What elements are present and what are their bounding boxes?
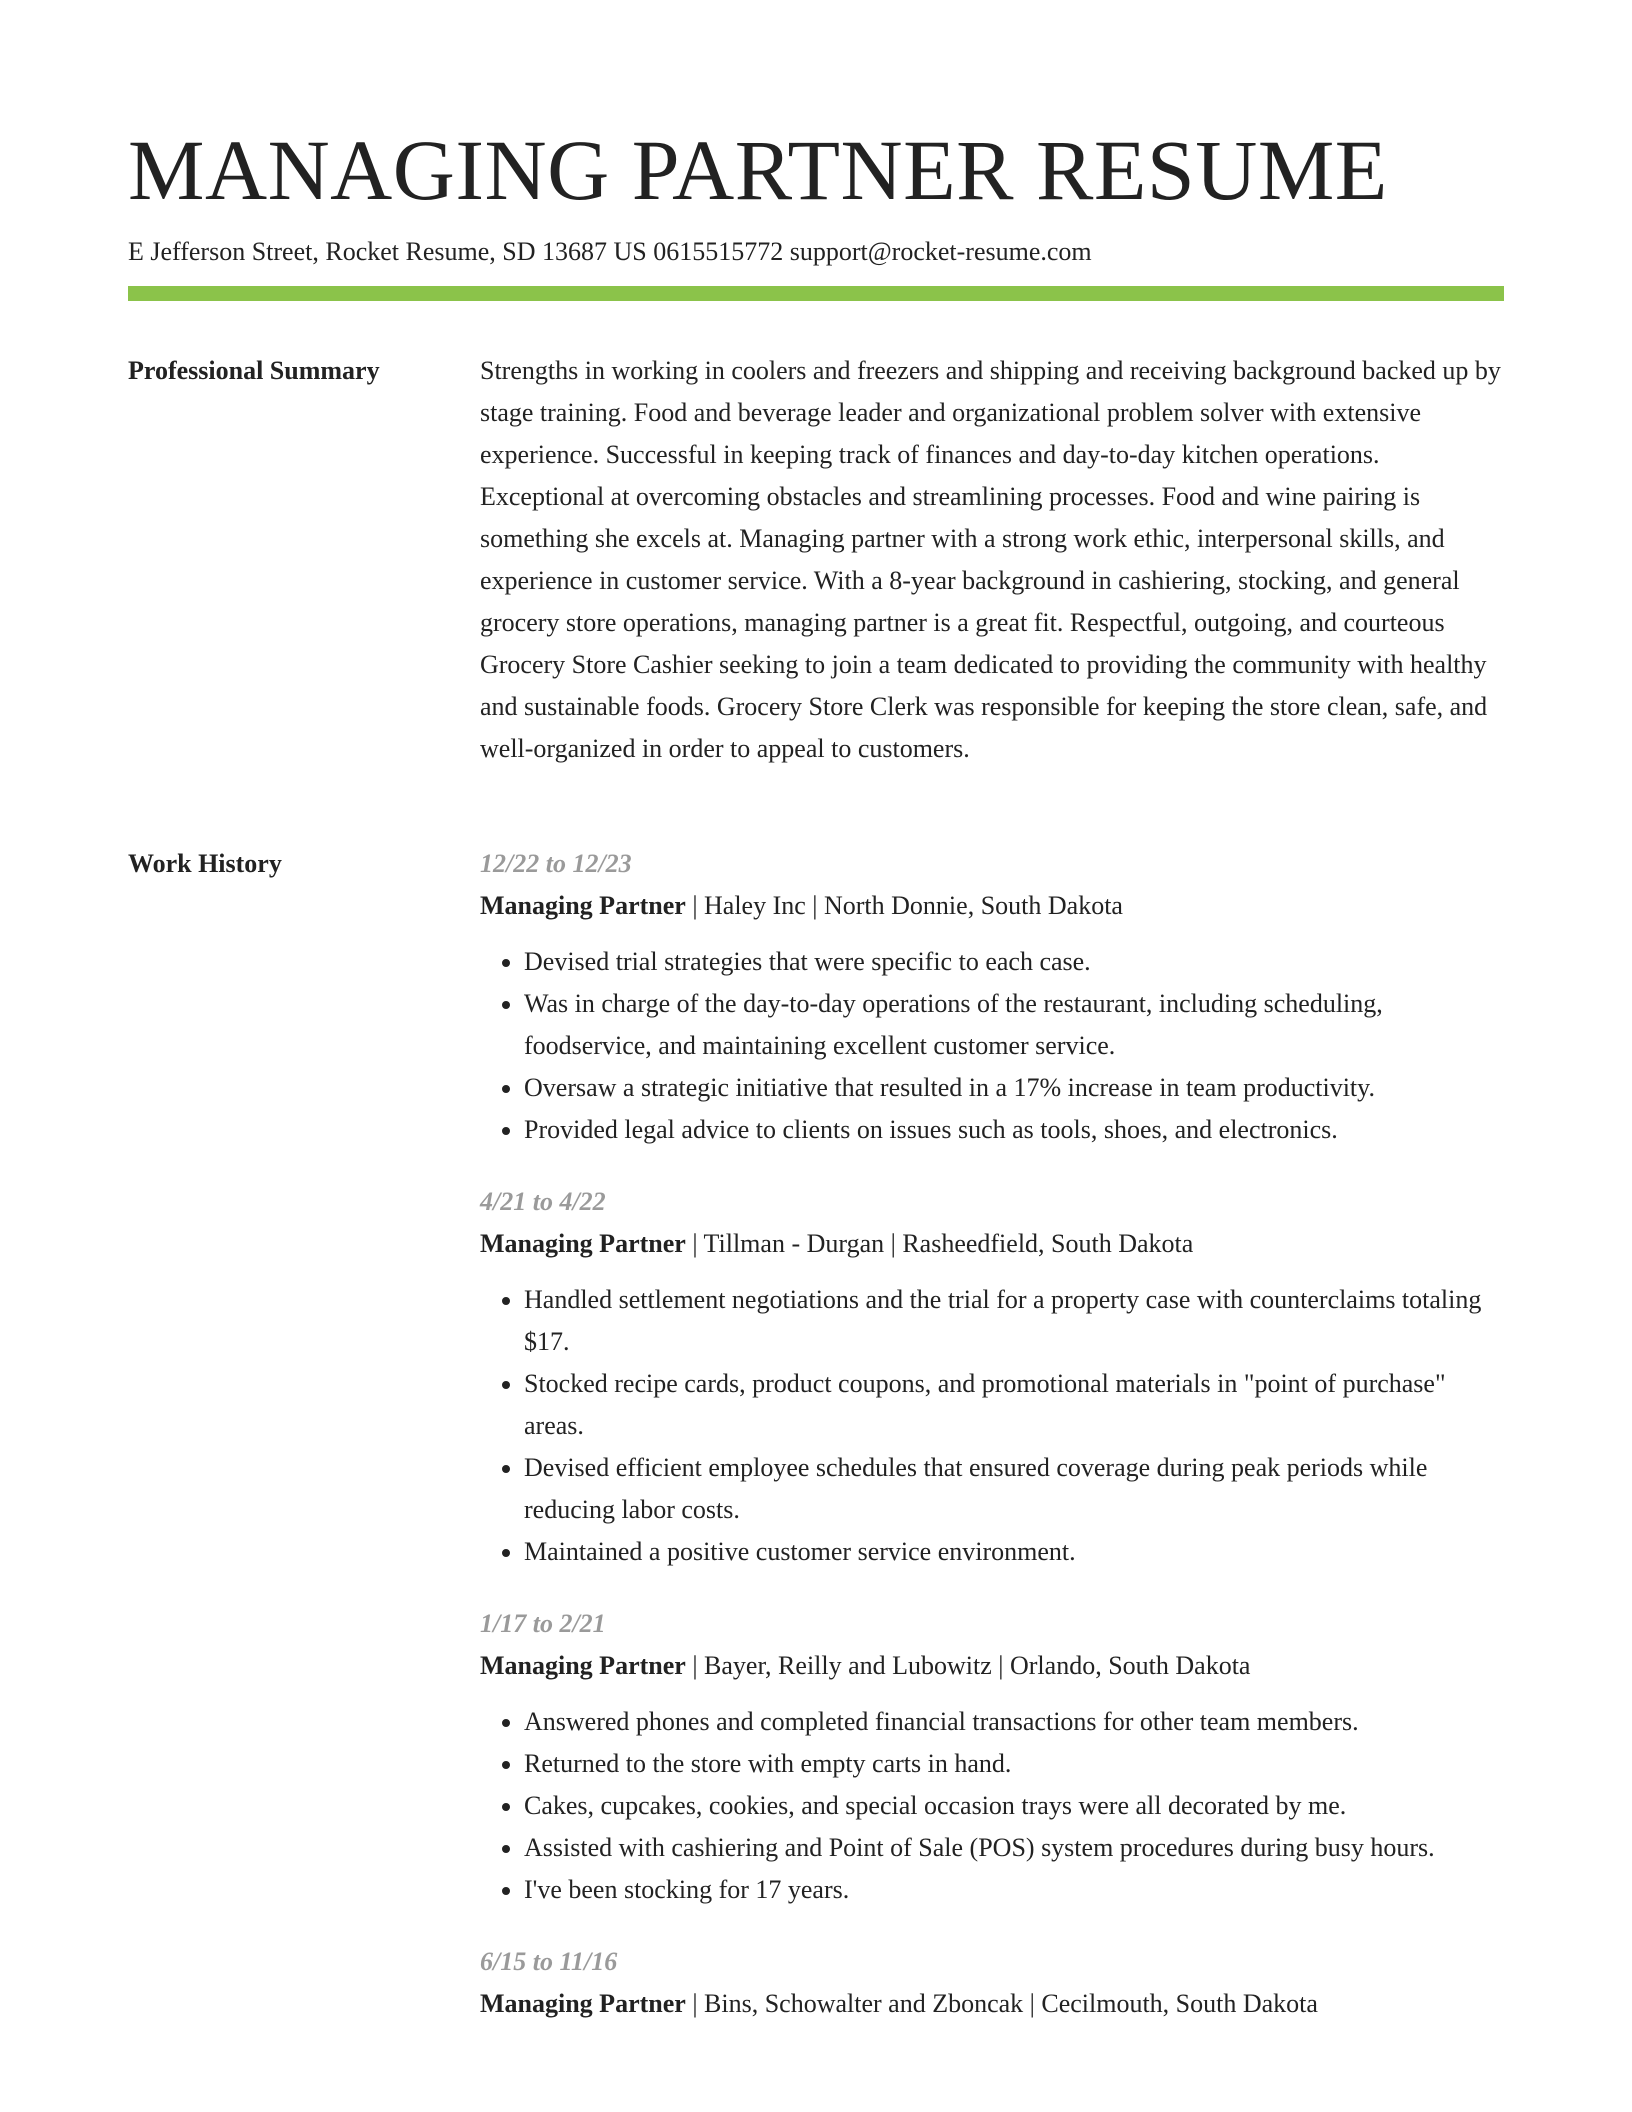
job-heading: [480, 1645, 1504, 1687]
job-heading: [480, 1983, 1504, 2025]
job-heading: [480, 885, 1504, 927]
resume-header: [128, 118, 1504, 270]
job-bullet: • Assisted with cashiering and Point of Sale (POS) system procedures during busy hours.: [524, 1827, 1504, 1869]
job-bullets: [480, 1701, 1504, 1911]
job-date: 1/17 to 2/21: [480, 1609, 606, 1638]
job-date: 4/21 to 4/22: [480, 1187, 606, 1216]
section-label-work-history: Work History: [128, 849, 282, 878]
job-bullet: • Oversaw a strategic initiative that resulted in a 17% increase in team productivity.: [524, 1067, 1504, 1109]
job-company-location: | Bins, Schowalter and Zboncak | Cecilmouth, South Dakota: [685, 1989, 1318, 2018]
resume-title: MANAGING PARTNER RESUME: [128, 122, 1388, 218]
job-bullet: • Maintained a positive customer service environment.: [524, 1531, 1504, 1573]
job-bullets: [480, 1279, 1504, 1573]
job-date: 6/15 to 11/16: [480, 1947, 618, 1976]
job-bullet: • Cakes, cupcakes, cookies, and special occasion trays were all decorated by me.: [524, 1785, 1504, 1827]
section-label-summary: Professional Summary: [128, 356, 380, 385]
job-company-location: | Haley Inc | North Donnie, South Dakota: [685, 891, 1123, 920]
job-entry: [480, 1603, 1504, 1911]
summary-text: Strengths in working in coolers and freezers and shipping and receiving background backed up by stage training. Food and beverage leader and organizational problem solver with extensive experience. Successful in keeping track of finances and day-to-day kitchen operations. Exceptional at overcoming obstacles and streamlining processes. Food and wine pairing is something she excels at. Managing partner with a strong work ethic, interpersonal skills, and experience in customer service. With a 8-year background in cashiering, stocking, and general grocery store operations, managing partner is a great fit. Respectful, outgoing, and courteous Grocery Store Cashier seeking to join a team dedicated to providing the community with healthy and sustainable foods. Grocery Store Clerk was responsible for keeping the store clean, safe, and well-organized in order to appeal to customers.: [480, 356, 1501, 763]
job-title: Managing Partner: [480, 1651, 686, 1680]
job-bullet: • Handled settlement negotiations and the trial for a property case with counterclaims totaling $17.: [524, 1279, 1504, 1363]
job-company-location: | Tillman - Durgan | Rasheedfield, South Dakota: [685, 1229, 1194, 1258]
job-bullet: • Devised efficient employee schedules that ensured coverage during peak periods while reducing labor costs.: [524, 1447, 1504, 1531]
job-bullet: • Devised trial strategies that were specific to each case.: [524, 941, 1504, 983]
job-bullet: • Stocked recipe cards, product coupons, and promotional materials in "point of purchase" areas.: [524, 1363, 1504, 1447]
job-date: 12/22 to 12/23: [480, 849, 632, 878]
job-entry: [480, 1181, 1504, 1573]
job-title: Managing Partner: [480, 891, 686, 920]
job-bullet: • Returned to the store with empty carts in hand.: [524, 1743, 1504, 1785]
job-bullets: [480, 941, 1504, 1151]
job-title: Managing Partner: [480, 1989, 686, 2018]
accent-divider: [128, 286, 1504, 301]
job-bullet: • Was in charge of the day-to-day operations of the restaurant, including scheduling, foodservice, and maintaining excellent customer service.: [524, 983, 1504, 1067]
job-entry: [480, 843, 1504, 1151]
job-bullet: • Provided legal advice to clients on issues such as tools, shoes, and electronics.: [524, 1109, 1504, 1151]
job-heading: [480, 1223, 1504, 1265]
contact-line: E Jefferson Street, Rocket Resume, SD 13687 US 0615515772 support@rocket-resume.com: [128, 237, 1092, 266]
job-entry: [480, 1941, 1504, 2025]
job-bullet: • I've been stocking for 17 years.: [524, 1869, 1504, 1911]
job-bullet: • Answered phones and completed financial transactions for other team members.: [524, 1701, 1504, 1743]
job-company-location: | Bayer, Reilly and Lubowitz | Orlando, South Dakota: [685, 1651, 1251, 1680]
job-title: Managing Partner: [480, 1229, 686, 1258]
